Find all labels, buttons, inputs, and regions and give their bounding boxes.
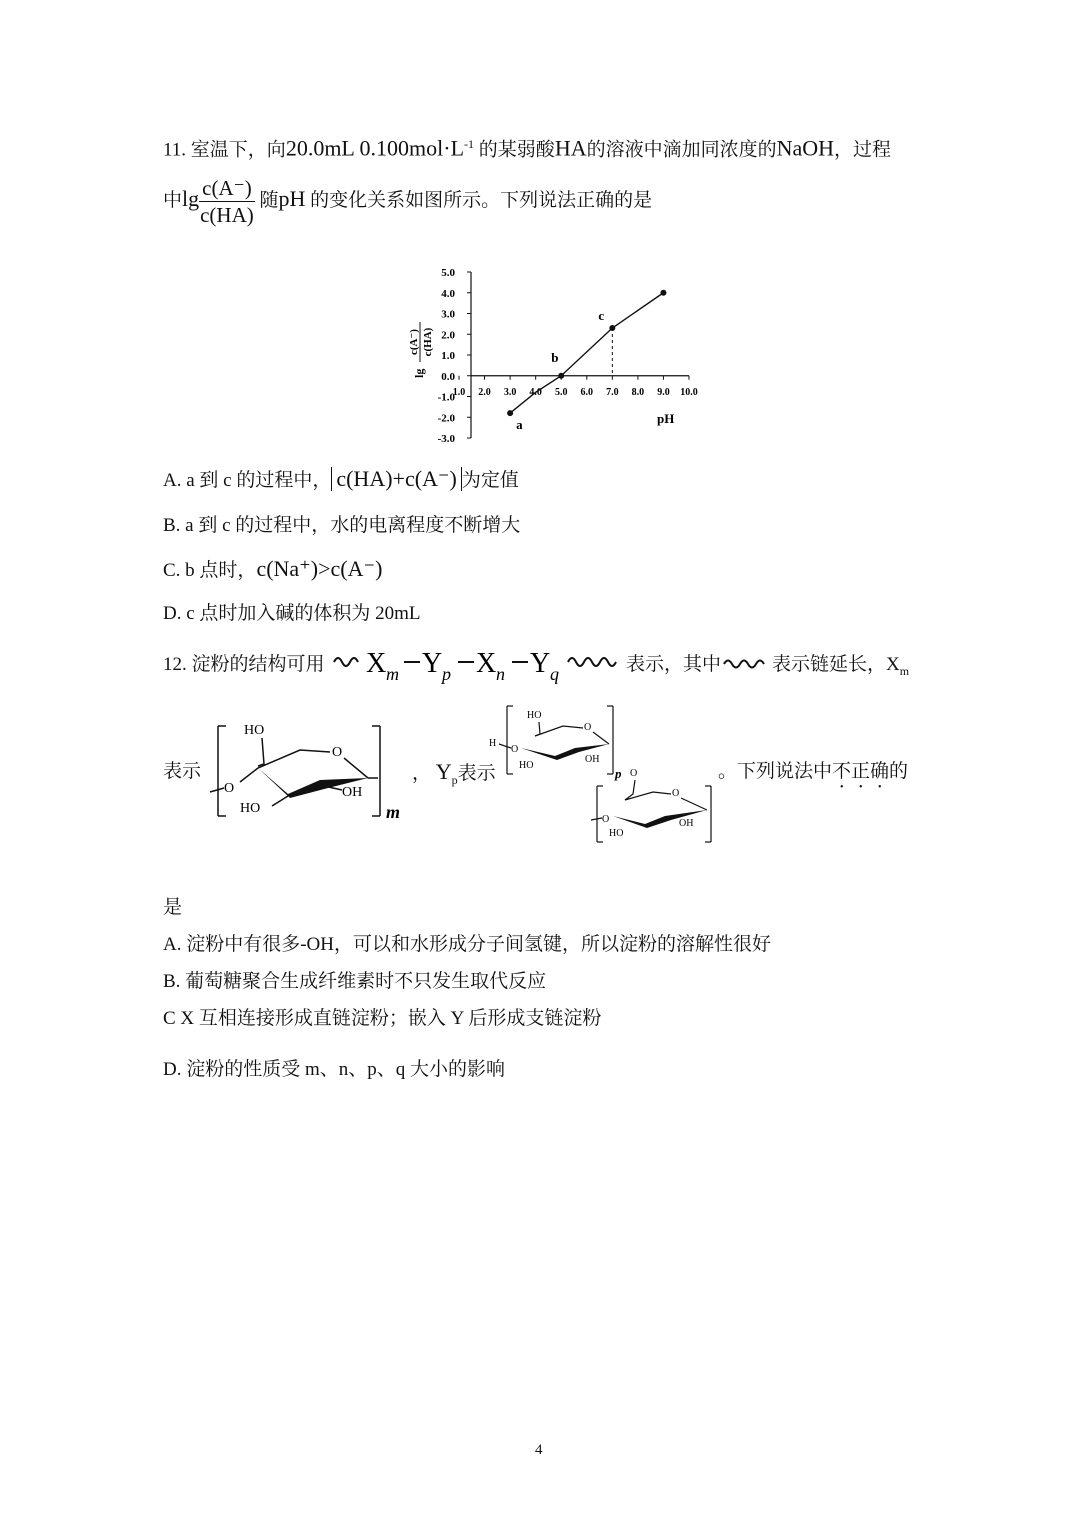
chart-x-tick-label: 9.0 bbox=[657, 386, 670, 398]
chart-point bbox=[558, 373, 564, 379]
q11-option-a-expr: c(HA)+c(A⁻) bbox=[331, 467, 462, 491]
q11-ph: pH bbox=[278, 185, 306, 211]
q12-comma: ， bbox=[412, 763, 432, 784]
q12-option-d: D. 淀粉的性质受 m、n、p、q 大小的影响 bbox=[163, 1059, 506, 1080]
q12-intro: 淀粉的结构可用 bbox=[191, 654, 325, 675]
q11-text: 随 bbox=[259, 189, 279, 211]
page-number: 4 bbox=[535, 1442, 543, 1458]
q12-yp-sub: p bbox=[451, 772, 458, 787]
q11-line2 bbox=[163, 176, 652, 227]
q11-chart bbox=[395, 258, 698, 448]
label-ho: HO bbox=[609, 828, 624, 839]
label-o: O bbox=[332, 745, 343, 760]
chart-point bbox=[507, 410, 513, 416]
chart-y-tick-label: 3.0 bbox=[441, 308, 455, 321]
q11-option-c-text: C. b 点时， bbox=[163, 560, 257, 581]
chart-point bbox=[660, 290, 666, 296]
q11-option-c-expr: c(Na⁺)>c(A⁻) bbox=[256, 556, 383, 581]
chart-ylabel-lg: lg bbox=[412, 368, 426, 378]
q12-yp-post: 表示 bbox=[457, 763, 496, 784]
q12-yp-label bbox=[412, 760, 496, 792]
chart-ylabel-num: c(A⁻) bbox=[408, 329, 420, 355]
formula-p: p bbox=[442, 664, 451, 684]
chart-x-tick-label: 5.0 bbox=[554, 386, 568, 398]
chart-x-tick-label: 1.0 bbox=[452, 386, 466, 398]
label-o: O bbox=[224, 781, 235, 796]
label-h: H bbox=[489, 738, 497, 749]
q11-text: 的变化关系如图所示。下列说法正确的是 bbox=[310, 189, 653, 211]
chart-point-label: a bbox=[516, 417, 523, 433]
label-oh: OH bbox=[585, 754, 600, 765]
wavy-chain-icon bbox=[722, 652, 772, 676]
label-oh: OH bbox=[679, 818, 694, 829]
q12-option-a: A. 淀粉中有很多-OH，可以和水形成分子间氢键，所以淀粉的溶解性很好 bbox=[163, 934, 771, 955]
chart-x-tick-label: 6.0 bbox=[580, 386, 594, 398]
label-ho: HO bbox=[240, 801, 261, 816]
chart-x-tick-label: 3.0 bbox=[503, 386, 517, 398]
q11-text: 的溶液中滴加同浓度的 bbox=[586, 139, 777, 161]
q12-yp: Y bbox=[435, 759, 452, 784]
formula-x1: X bbox=[366, 648, 387, 679]
chart-point bbox=[609, 325, 615, 331]
label-ho: HO bbox=[519, 760, 534, 771]
chart-y-tick-label: 2.0 bbox=[441, 329, 455, 342]
label-o: O bbox=[511, 744, 519, 755]
q11-lg: lg bbox=[182, 185, 200, 211]
formula-y1: Y bbox=[422, 648, 443, 679]
q11-option-b: B. a 到 c 的过程中，水的电离程度不断增大 bbox=[163, 515, 521, 536]
q11-number: 11. bbox=[163, 139, 187, 161]
chart-y-tick-label: -3.0 bbox=[437, 433, 455, 445]
q11-frac-den: c(HA) bbox=[200, 203, 254, 227]
q11-option-a-text: A. a 到 c 的过程中， bbox=[163, 470, 332, 491]
q12-biaoshi: 表示 bbox=[163, 761, 202, 782]
formula-m: m bbox=[386, 664, 399, 684]
chart-x-tick-label: 10.0 bbox=[680, 386, 698, 398]
q11-option-a bbox=[163, 467, 519, 493]
label-oh: OH bbox=[342, 785, 363, 800]
label-o: O bbox=[584, 722, 592, 733]
q11-option-a-text2: 为定值 bbox=[461, 470, 519, 491]
q12-shi: 是 bbox=[163, 897, 183, 918]
q11-text: 中 bbox=[163, 189, 183, 211]
q12-line1 bbox=[163, 648, 325, 682]
chart-point-label: b bbox=[551, 349, 559, 365]
formula-q: q bbox=[550, 664, 559, 684]
q11-option-d: D. c 点时加入碱的体积为 20mL bbox=[163, 603, 421, 624]
q11-line1 bbox=[163, 132, 891, 162]
q12-ext-sub: m bbox=[899, 663, 910, 678]
q12-line1-tail bbox=[626, 648, 721, 682]
label-p: p bbox=[615, 766, 622, 781]
chart-xlabel: pH bbox=[657, 411, 675, 426]
label-ho: HO bbox=[527, 710, 542, 721]
label-o: O bbox=[672, 788, 680, 799]
q11-sup: -1 bbox=[464, 137, 475, 151]
chart-x-tick-label: 2.0 bbox=[478, 386, 491, 398]
q11-frac-num: c(A⁻) bbox=[199, 176, 255, 202]
chart-labels bbox=[516, 308, 604, 432]
q11-concentration: 20.0mL 0.100mol·L bbox=[285, 135, 465, 161]
label-o: O bbox=[602, 814, 610, 825]
xm-glucose-structure bbox=[200, 712, 410, 824]
q12-mid: 表示，其中 bbox=[626, 654, 722, 675]
chart-point-label: c bbox=[598, 308, 605, 324]
q11-acid: HA bbox=[554, 135, 587, 161]
yp-branch-structure bbox=[485, 700, 720, 845]
wavy-chain-icon bbox=[334, 658, 358, 666]
label-ho: HO bbox=[244, 723, 265, 738]
q11-option-c bbox=[163, 557, 382, 583]
label-o: O bbox=[630, 768, 638, 779]
q12-ext: 表示链延长，X bbox=[772, 654, 900, 675]
q12-end-c: 的 bbox=[889, 761, 909, 782]
q12-option-b: B. 葡萄糖聚合生成纤维素时不只发生取代反应 bbox=[163, 971, 547, 992]
chart-y-tick-label: 4.0 bbox=[441, 287, 455, 300]
q12-option-c: C X 互相连接形成直链淀粉；嵌入 Y 后形成支链淀粉 bbox=[163, 1008, 602, 1029]
q12-line2-end bbox=[718, 760, 908, 793]
formula-x2: X bbox=[476, 648, 497, 679]
chart-ylabel-den: c(HA) bbox=[422, 327, 434, 357]
q12-line1-end bbox=[772, 648, 909, 682]
chart-y-tick-label: 5.0 bbox=[441, 267, 455, 279]
chart-y-tick-label: 1.0 bbox=[441, 350, 455, 362]
formula-n: n bbox=[496, 664, 505, 684]
q12-end-a: 。下列说法中 bbox=[718, 761, 833, 782]
chart-y-tick-label: -1.0 bbox=[437, 391, 455, 404]
q12-number: 12. bbox=[163, 654, 187, 675]
formula-y2: Y bbox=[530, 648, 551, 679]
chart-y-tick-label: -2.0 bbox=[437, 412, 455, 425]
q11-base: NaOH bbox=[776, 135, 835, 161]
q12-emphasis-not-correct: 不正确 bbox=[832, 761, 890, 782]
q11-text: 的某弱酸 bbox=[478, 139, 555, 161]
chart-y-tick-label: 0.0 bbox=[441, 370, 455, 383]
q12-formula bbox=[330, 642, 630, 686]
wavy-chain-icon bbox=[568, 658, 616, 666]
q11-text: 室温下，向 bbox=[190, 139, 286, 161]
q11-fraction bbox=[199, 176, 255, 227]
chart-x-tick-label: 4.0 bbox=[529, 386, 542, 398]
q11-text: ，过程 bbox=[834, 139, 892, 161]
chart-x-tick-label: 7.0 bbox=[606, 386, 619, 398]
chart-ylabel bbox=[408, 322, 434, 378]
chart-x-tick-label: 8.0 bbox=[631, 386, 645, 398]
label-m: m bbox=[386, 802, 401, 822]
